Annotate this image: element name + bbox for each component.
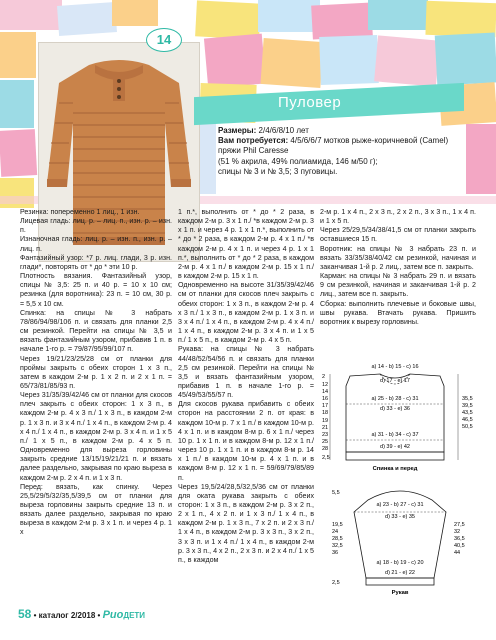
sizes-value: 2/4/6/8/10 лет — [258, 126, 309, 135]
sticky-note — [204, 34, 266, 89]
sticky-note — [311, 2, 373, 39]
paragraph: Плотность вязания. Фантазийный узор, спицы № 3,5: 25 п. и 40 р. = 10 х 10 см; резинка (для воротника): 23 п. = 10 см, 30 р. = 5,5 х 10 см. — [20, 272, 172, 308]
materials-block — [218, 126, 462, 177]
dim-label: 25 — [322, 439, 329, 445]
dim-label: a) 18 - b) 19 - c) 20 — [376, 560, 424, 566]
dim-label: 16 — [322, 396, 329, 402]
dim-label: 19 — [322, 418, 329, 424]
dim-label: 21 — [322, 425, 329, 431]
sizes-label: Размеры: — [218, 126, 257, 135]
dim-label: 5,5 — [332, 490, 340, 496]
dim-label: d) 21 - e) 22 — [385, 570, 415, 576]
dim-label: 19,5 — [332, 522, 343, 528]
dim-label: 2,5 — [332, 580, 340, 586]
dim-label: 40,5 — [454, 543, 465, 549]
paragraph: Спинка: на спицы № 3 набрать 78/86/94/98/106 п. и связать для планки 2,5 см резинкой. Перейти на спицы № 3,5 и вязать фантазийным узором, прибавив 1 п. в начале 1-го р. = 79/87/95/99/107 п. — [20, 308, 172, 354]
dim-label: 24 — [332, 529, 339, 535]
sticky-note — [435, 32, 496, 85]
dim-label: 39,5 — [462, 403, 473, 409]
sticky-note — [260, 38, 323, 88]
dim-label: d) 39 - e) 42 — [380, 444, 410, 450]
dim-label: d) 33 - e) 35 — [385, 514, 415, 520]
composition: (51 % акрила, 49% полиамида, 146 м/50 г); — [218, 156, 378, 166]
paragraph: Карман: на спицы № 3 набрать 29 п. и вязать 9 см резинкой, начиная и заканчивая 1-й р. 2 лиц., затем все п. закрыть. — [320, 272, 476, 299]
sticky-note — [0, 0, 62, 30]
dim-label: 28 — [322, 446, 329, 452]
dim-label: 12 — [322, 382, 329, 388]
dim-label: a) 31 - b) 34 - c) 37 — [371, 432, 419, 438]
paragraph: Изнаночная гладь: лиц. р. – изн. п., изн. р. – лиц. п. — [20, 235, 172, 253]
materials-label: Вам потребуется: — [218, 136, 289, 146]
tools: спицы № 3 и № 3,5; 3 пуговицы. — [218, 166, 338, 176]
paragraph: Через 19/21/23/25/28 см от планки для проймы закрыть с обеих сторон 1 х 3 п., затем в каждом 2-м р. 1 х 2 п. и 2 х 1 п. = 65/73/81/85/93 п. — [20, 354, 172, 390]
sticky-note — [374, 35, 440, 86]
dim-label: 14 — [322, 389, 329, 395]
sticky-note — [368, 0, 428, 30]
paragraph: Одновременно на высоте 31/35/39/42/46 см от планки для скосов плеч закрыть с обеих сторон: 1 х 3 п., в каждом 2-м р. 4 х 3 п./ 1 х 3 п., в каждом 2-м р. 1 х 3 п. и 3 х 4 п./ 1 х 4 п., в каждом 2-м р. 4 х 4 п./ 1 х 4 п., в каждом 2-м р. 3 х 4 п. и 1 х 5 п./ 1 х 5 п., в каждом 2-м р. 4 х 5 п. — [178, 281, 314, 345]
dim-label: 28,5 — [332, 536, 343, 542]
dim-label: 2,5 — [322, 455, 330, 461]
dim-label: 18 — [322, 410, 329, 416]
dim-label: a) 25 - b) 28 - c) 31 — [371, 396, 419, 402]
dim-label: 32 — [454, 529, 461, 535]
dim-label: 2 — [322, 374, 326, 380]
sticky-note — [425, 1, 496, 37]
page-number: 58 — [18, 607, 32, 621]
paragraph: Фантазийный узор: *7 р. лиц. глади, 3 р. изн. глади*, повторять от * до * эти 10 р. — [20, 253, 172, 271]
dim-label: a) 14 - b) 15 - c) 16 — [371, 364, 419, 370]
sleeve-schematic — [330, 484, 490, 596]
dim-label: d) 17 - e) 17 — [380, 378, 410, 384]
paragraph: Через 31/35/39/42/46 см от планки для скосов плеч закрыть с обеих сторон: 1 х 3 п., в каждом 2-м р. 4 х 3 п./ 1 х 3 п., в каждом 2-м р. 1 х 3 п. и 3 х 4 п./ 1 х 4 п., в каждом 2-м р. 4 х 4 п./ 1 х 4 п., в каждом 2-м р. 3 х 4 п. и 1 х 5 п./ 1 х 5 п., в каждом 2-м р. 4 х 5 п. Одновременно для выреза горловины закрыть средние 13/15/19/21/21 п. и вязать далее раздельно, закрывая по краю выреза в каждом 2-м р. 2 х 4 п. и 1 х 3 п. — [20, 391, 172, 482]
sticky-note — [466, 124, 496, 194]
dim-label: a) 23 - b) 27 - c) 31 — [376, 502, 424, 508]
dim-label: 50,5 — [462, 424, 473, 430]
schematic-caption: Спинка и перед — [372, 466, 418, 472]
dim-label: 35,5 — [462, 396, 473, 402]
instructions-column-3 — [320, 208, 476, 327]
paragraph: Для скосов рукава прибавить с обеих сторон на расстоянии 2 п. от края: в каждом 10-м р. 7 х 1 п./ в каждом 10-м р. 4 х 1 п. и в каждом 8-м р. 6 х 1 п./ через 10 р. 1 х 1 п. и в каждом 8-м р. 12 х 1 п./ через 10 р. 1 х 1 п. и в каждом 8-м р. 14 х 1 п./ в каждом 10-м р. 4 х 1 п. и в каждом 8-м р. 12 х 1 п. = 59/69/79/85/89 п. — [178, 400, 314, 482]
sticky-note — [0, 32, 36, 78]
paragraph: 1 п.*, выполнить от * до * 2 раза, в каждом 2-м р. 3 х 1 п./ *в каждом 2-м р. 3 х 1 п. и через 4 р. 1 х 1 п.*, выполнить от * до * 2 раза, в каждом 2-м р. 4 х 1 п./ *в каждом 2-м р. 4 х 1 п. и через 4 р. 1 х 1 п.*, выполнить от * до * 2 раза, в каждом 2-м р. 4 х 1 п./ в каждом 2-м р. 15 х 1 п./ в каждом 2-м р. 15 х 1 п. — [178, 208, 314, 281]
paragraph: Воротник: на спицы № 3 набрать 23 п. и вязать 33/35/38/40/42 см резинкой, начиная и заканчивая 1-й р. 2 лиц., затем все п. закрыть. — [320, 244, 476, 271]
paragraph: Рукава: на спицы № 3 набрать 44/48/52/54/56 п. и связать для планки 2,5 см резинкой. Перейти на спицы № 3,5 и вязать фантазийным узором, прибавив 1 п. в начале 1-го р. = 45/49/53/55/57 п. — [178, 345, 314, 400]
paragraph: Через 25/29,5/34/38/41,5 см от планки закрыть оставшиеся 15 п. — [320, 226, 476, 244]
paragraph: Резинка: попеременно 1 лиц., 1 изн. — [20, 208, 140, 216]
dim-label: 32,5 — [332, 543, 343, 549]
issue-label: • каталог 2/2018 • — [33, 611, 101, 620]
instructions-column-2 — [178, 208, 314, 565]
sticky-note — [112, 0, 158, 26]
dim-label: 27,5 — [454, 522, 465, 528]
paragraph: 2-м р. 1 х 4 п., 2 х 3 п., 2 х 2 п., 3 х 3 п., 1 х 4 п. и 1 х 5 п. — [320, 208, 476, 226]
dim-label: 23 — [322, 432, 329, 438]
dim-label: d) 33 - e) 36 — [380, 406, 410, 412]
instructions-column-1 — [20, 208, 172, 538]
sticky-note — [0, 80, 34, 128]
body-schematic — [320, 364, 490, 474]
sticky-note — [57, 2, 117, 36]
pattern-number-badge: 14 — [146, 28, 182, 52]
page-title: Пуловер — [278, 94, 342, 111]
sticky-note — [0, 129, 37, 177]
magazine-logo: Рио — [102, 609, 124, 621]
dim-label: 36 — [332, 550, 339, 556]
dim-label: 36,5 — [454, 536, 465, 542]
paragraph: Перед: вязать, как спинку. Через 25,5/29/5/32/35,5/39,5 см от планки для выреза горловины закрыть средние 13 п. и вязать далее раздельно, закрывая по краю выреза в каждом 2-м р. 3 х 1 п. и через 4 р. 1 х — [20, 482, 172, 537]
schematic-caption: Рукав — [391, 590, 409, 596]
dim-label: 46,5 — [462, 417, 473, 423]
page-footer — [18, 607, 145, 621]
dim-label: 43,5 — [462, 410, 473, 416]
paragraph: Через 19,5/24/28,5/32,5/36 см от планки для оката рукава закрыть с обеих сторон: 1 х 3 п., в каждом 2-м р. 3 х 2 п., 2 х 1 п., 4 х 2 п. и 1 х 3 п./ 1 х 4 п., в каждом 2-м р. 1 х 3 п., 7 х 2 п. и 2 х 3 п./ 1 х 4 п., в каждом 2-м р. 3 х 3 п., 3 х 2 п., 3 х 3 п. и 1 х 4 п./ 1 х 4 п., в каждом 2-м р. 3 х 3 п., 4 х 2 п., 2 х 3 п. и 2 х 4 п./ 1 х 5 п., в каждом — [178, 482, 314, 564]
paragraph: Лицевая гладь: лиц. р. – лиц. п., изн. р. – изн. п. — [20, 217, 172, 235]
dim-label: 17 — [322, 403, 329, 409]
dim-label: 44 — [454, 550, 461, 556]
materials-value: 4/5/6/6/7 мотков рыже-коричневой (Camel) пряжи Phil Caresse — [218, 136, 449, 156]
paragraph: Сборка: выполнить плечевые и боковые швы, швы рукава. Втачать рукава. Пришить воротник к вырезу горловины. — [320, 299, 476, 326]
magazine-logo-suffix: ДЕТИ — [123, 611, 146, 620]
sticky-note — [319, 35, 379, 85]
